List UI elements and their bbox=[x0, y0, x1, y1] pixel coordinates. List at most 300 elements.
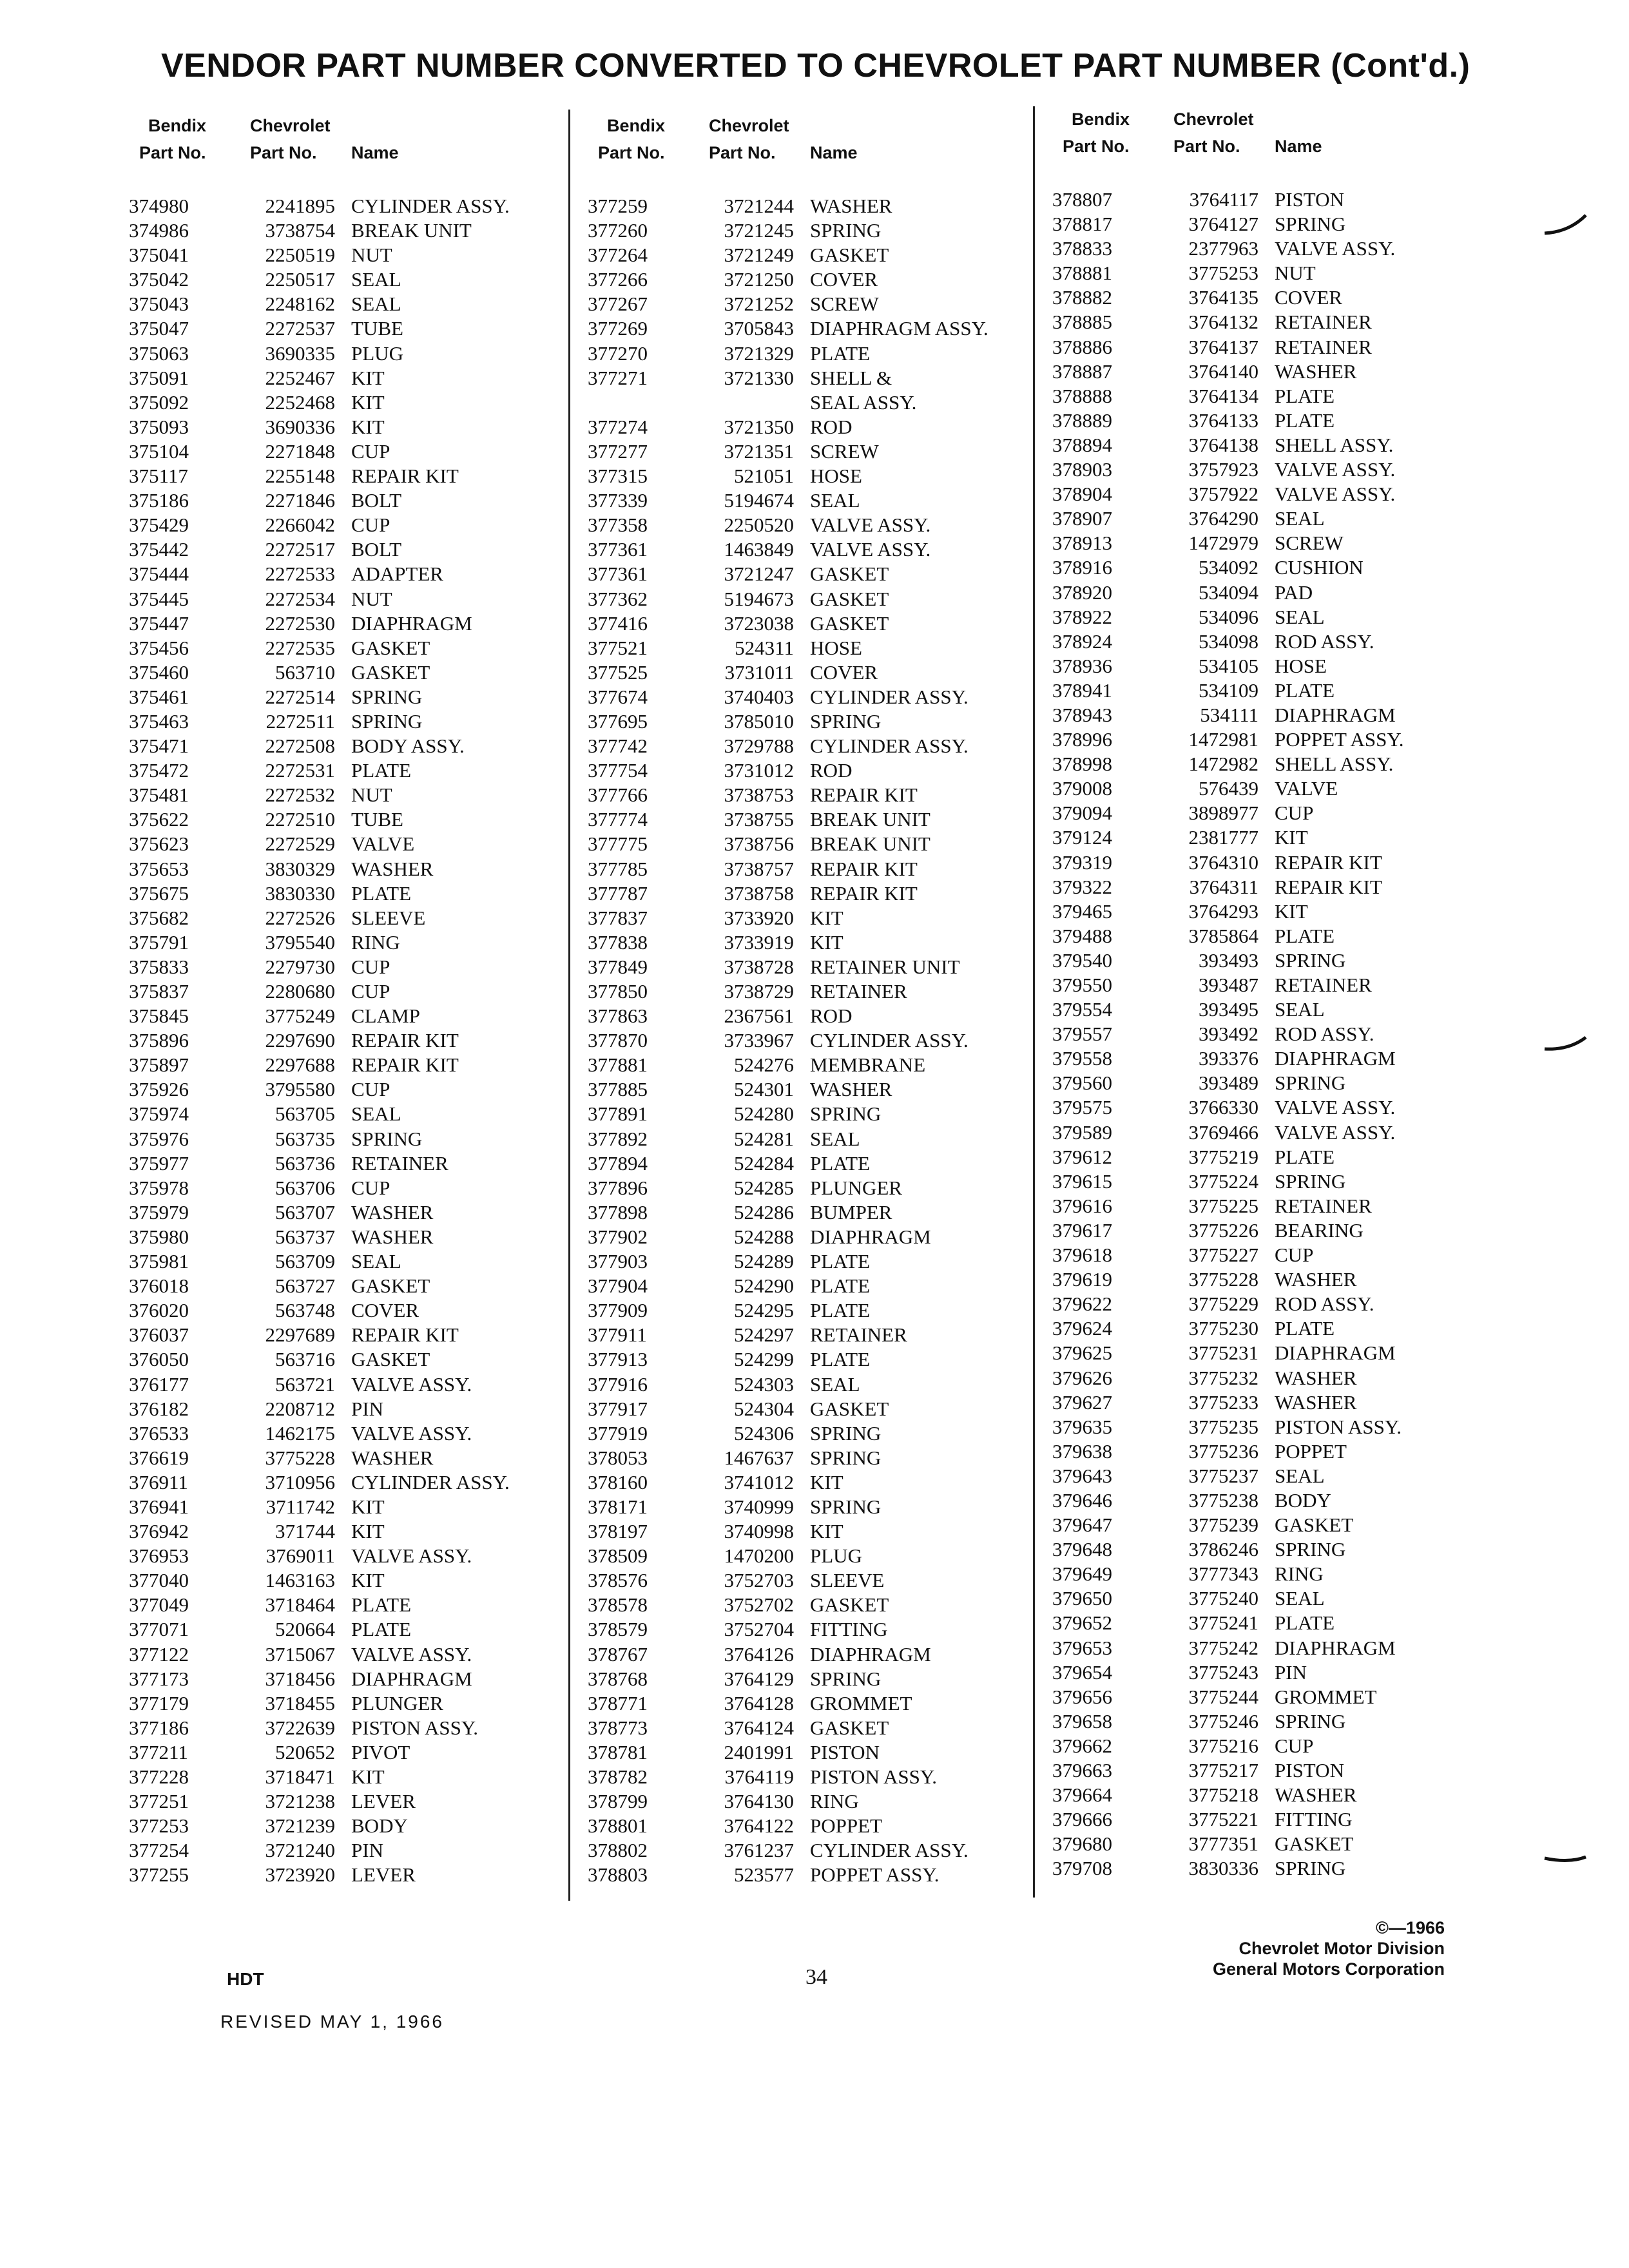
bendix-part-no: 377863 bbox=[588, 1004, 648, 1028]
bendix-part-no: 378936 bbox=[1052, 654, 1112, 677]
part-name: CUP bbox=[351, 980, 390, 1003]
bendix-part-no: 375976 bbox=[129, 1127, 189, 1150]
part-name: SEAL bbox=[1275, 507, 1325, 530]
table-row bbox=[129, 1691, 593, 1715]
chevrolet-part-no: 393376 bbox=[1199, 1047, 1258, 1070]
bendix-part-no: 375117 bbox=[129, 465, 188, 488]
chevrolet-part-no: 3775227 bbox=[1188, 1244, 1258, 1267]
part-name: SCREW bbox=[810, 439, 879, 463]
bendix-part-no: 379615 bbox=[1052, 1169, 1112, 1193]
check-mark-icon bbox=[1543, 213, 1588, 238]
table-row bbox=[1052, 1267, 1516, 1291]
table-row bbox=[1052, 1169, 1516, 1193]
part-name: REPAIR KIT bbox=[351, 1053, 459, 1077]
bendix-part-no: 375104 bbox=[129, 439, 189, 463]
check-mark-icon bbox=[1543, 1031, 1588, 1057]
chevrolet-part-no: 3721247 bbox=[724, 562, 794, 586]
part-name: VALVE ASSY. bbox=[810, 538, 931, 561]
bendix-part-no: 378781 bbox=[588, 1740, 648, 1763]
table-row bbox=[129, 242, 593, 267]
part-name: GASKET bbox=[1275, 1832, 1354, 1856]
table-row bbox=[1052, 211, 1516, 236]
chevrolet-part-no: 3740998 bbox=[724, 1520, 794, 1543]
table-row bbox=[588, 684, 1052, 709]
part-name: CYLINDER ASSY. bbox=[351, 195, 510, 217]
chevrolet-part-no: 3775236 bbox=[1188, 1439, 1258, 1463]
chevrolet-part-no: 2250519 bbox=[265, 244, 335, 267]
chevrolet-part-no: 3764117 bbox=[1189, 188, 1258, 211]
chevrolet-part-no: 3764290 bbox=[1188, 507, 1258, 530]
bendix-part-no: 375463 bbox=[129, 709, 189, 733]
chevrolet-part-no: 534096 bbox=[1199, 605, 1258, 628]
bendix-part-no: 375471 bbox=[129, 735, 189, 758]
table-row bbox=[129, 193, 593, 218]
header-bendix: Bendix bbox=[1072, 110, 1130, 129]
table-row bbox=[129, 316, 593, 340]
bendix-part-no: 377917 bbox=[588, 1397, 648, 1420]
chevrolet-part-no: 3775228 bbox=[1188, 1268, 1258, 1291]
table-row bbox=[129, 1543, 593, 1568]
column-header bbox=[1052, 97, 1516, 174]
table-row bbox=[129, 390, 593, 414]
part-name: KIT bbox=[810, 1470, 843, 1494]
part-name: PIN bbox=[351, 1397, 383, 1420]
chevrolet-part-no: 2381777 bbox=[1188, 826, 1258, 849]
chevrolet-part-no: 3764138 bbox=[1188, 433, 1258, 456]
bendix-part-no: 377269 bbox=[588, 317, 648, 340]
part-name: ROD ASSY. bbox=[1275, 1023, 1374, 1046]
bendix-part-no: 379624 bbox=[1052, 1317, 1112, 1340]
part-name: WASHER bbox=[1275, 1783, 1357, 1807]
chevrolet-part-no: 3718471 bbox=[265, 1765, 335, 1788]
bendix-part-no: 375833 bbox=[129, 955, 189, 978]
bendix-part-no: 375791 bbox=[129, 930, 189, 954]
bendix-part-no: 377358 bbox=[588, 514, 648, 537]
part-name: PLATE bbox=[810, 341, 870, 365]
bendix-part-no: 378799 bbox=[588, 1790, 648, 1813]
part-name: COVER bbox=[810, 660, 878, 684]
part-name: CUP bbox=[351, 1176, 390, 1199]
bendix-part-no: 375047 bbox=[129, 317, 189, 340]
table-row bbox=[1052, 1635, 1516, 1660]
part-name: SEAL bbox=[1275, 605, 1325, 628]
bendix-part-no: 379638 bbox=[1052, 1439, 1112, 1463]
chevrolet-part-no: 3723920 bbox=[265, 1863, 335, 1887]
bendix-part-no: 377903 bbox=[588, 1250, 648, 1273]
chevrolet-part-no: 3830336 bbox=[1188, 1857, 1258, 1880]
chevrolet-part-no: 3830329 bbox=[265, 857, 335, 880]
part-name: GASKET bbox=[810, 587, 889, 610]
chevrolet-part-no: 2272514 bbox=[265, 685, 335, 708]
table-row bbox=[129, 1200, 593, 1224]
table-row bbox=[129, 709, 593, 733]
part-name: DIAPHRAGM bbox=[351, 611, 472, 635]
chevrolet-part-no: 3775228 bbox=[265, 1446, 335, 1469]
chevrolet-part-no: 3775224 bbox=[1188, 1169, 1258, 1193]
table-row bbox=[588, 1421, 1052, 1445]
part-name: BOLT bbox=[351, 489, 402, 512]
chevrolet-part-no: 3766330 bbox=[1188, 1096, 1258, 1119]
bendix-part-no: 379322 bbox=[1052, 875, 1112, 898]
bendix-part-no: 378833 bbox=[1052, 237, 1112, 260]
chevrolet-part-no: 3830330 bbox=[265, 881, 335, 905]
chevrolet-part-no: 3775246 bbox=[1188, 1709, 1258, 1733]
table-row bbox=[588, 1322, 1052, 1347]
table-row bbox=[1052, 457, 1516, 481]
part-name: GASKET bbox=[810, 1593, 889, 1617]
bendix-part-no: 379619 bbox=[1052, 1268, 1112, 1291]
header-chevrolet: Chevrolet bbox=[709, 116, 789, 135]
chevrolet-part-no: 393489 bbox=[1199, 1072, 1258, 1095]
table-row bbox=[129, 733, 593, 758]
chevrolet-part-no: 521051 bbox=[734, 465, 794, 488]
part-name: SPRING bbox=[810, 1421, 882, 1445]
chevrolet-part-no: 3764132 bbox=[1188, 311, 1258, 334]
table-row bbox=[1052, 1291, 1516, 1316]
table-row bbox=[129, 218, 593, 242]
table-row bbox=[1052, 1807, 1516, 1831]
part-name: KIT bbox=[810, 930, 843, 954]
table-row bbox=[588, 1151, 1052, 1175]
table-row bbox=[1052, 1733, 1516, 1758]
part-name: KIT bbox=[351, 415, 385, 438]
header-chevrolet: Chevrolet bbox=[250, 116, 331, 135]
chevrolet-part-no: 524297 bbox=[734, 1323, 794, 1347]
table-row bbox=[129, 905, 593, 930]
bendix-part-no: 377525 bbox=[588, 660, 648, 684]
bendix-part-no: 377894 bbox=[588, 1151, 648, 1175]
part-name: PISTON bbox=[1275, 1759, 1344, 1782]
part-name: PLATE bbox=[810, 1348, 870, 1371]
bendix-part-no: 377274 bbox=[588, 415, 648, 438]
chevrolet-part-no: 524304 bbox=[734, 1397, 794, 1420]
table-row bbox=[588, 267, 1052, 291]
page-number: 34 bbox=[805, 1965, 827, 1989]
part-name: VALVE ASSY. bbox=[351, 1372, 472, 1396]
part-name: KIT bbox=[351, 1569, 385, 1592]
chevrolet-part-no: 534094 bbox=[1199, 581, 1258, 604]
part-name: DIAPHRAGM bbox=[1275, 1047, 1396, 1070]
part-name: RETAINER bbox=[1275, 974, 1372, 996]
part-name: FITTING bbox=[1275, 1808, 1353, 1831]
table-row bbox=[1052, 1021, 1516, 1046]
chevrolet-part-no: 524285 bbox=[734, 1176, 794, 1199]
part-name: VALVE ASSY. bbox=[351, 1544, 472, 1568]
table-row bbox=[588, 1617, 1052, 1641]
table-row bbox=[1052, 1414, 1516, 1439]
table-row bbox=[588, 1052, 1052, 1077]
header-part-no: Part No. bbox=[598, 143, 665, 162]
chevrolet-part-no: 563705 bbox=[275, 1102, 335, 1126]
part-name: PISTON bbox=[1275, 188, 1344, 211]
part-name: SEAL bbox=[351, 293, 401, 316]
bendix-part-no: 376177 bbox=[129, 1372, 189, 1396]
table-row bbox=[1052, 1684, 1516, 1709]
part-name: PLATE bbox=[810, 1299, 870, 1322]
bendix-part-no: 377362 bbox=[588, 587, 648, 610]
table-row bbox=[1052, 285, 1516, 309]
chevrolet-part-no: 3775240 bbox=[1188, 1587, 1258, 1610]
table-row bbox=[588, 1740, 1052, 1764]
table-row bbox=[129, 930, 593, 954]
chevrolet-part-no: 2271846 bbox=[265, 489, 335, 512]
part-name: RETAINER bbox=[810, 980, 907, 1003]
part-name: PLATE bbox=[1275, 678, 1335, 702]
table-row bbox=[129, 341, 593, 365]
bendix-part-no: 379618 bbox=[1052, 1244, 1112, 1267]
chevrolet-part-no: 1472979 bbox=[1188, 532, 1258, 555]
bendix-part-no: 377785 bbox=[588, 857, 648, 880]
bendix-part-no: 378924 bbox=[1052, 629, 1112, 653]
part-name: PLATE bbox=[1275, 384, 1335, 407]
bendix-part-no: 378881 bbox=[1052, 262, 1112, 285]
part-name: REPAIR KIT bbox=[810, 857, 918, 880]
part-name: SLEEVE bbox=[351, 906, 426, 929]
table-row bbox=[588, 1077, 1052, 1101]
table-row bbox=[1052, 236, 1516, 260]
chevrolet-part-no: 3764311 bbox=[1189, 875, 1258, 898]
table-row bbox=[129, 1740, 593, 1764]
bendix-part-no: 374986 bbox=[129, 219, 189, 242]
bendix-part-no: 379557 bbox=[1052, 1023, 1112, 1046]
bendix-part-no: 375622 bbox=[129, 808, 189, 831]
part-name: DIAPHRAGM bbox=[810, 1642, 931, 1666]
part-name: SCREW bbox=[1275, 532, 1344, 555]
table-row bbox=[588, 1372, 1052, 1396]
bendix-part-no: 379635 bbox=[1052, 1415, 1112, 1438]
chevrolet-part-no: 3764133 bbox=[1188, 408, 1258, 432]
table-row bbox=[1052, 580, 1516, 604]
chevrolet-part-no: 576439 bbox=[1199, 777, 1258, 800]
chevrolet-part-no: 3752703 bbox=[724, 1569, 794, 1592]
part-name: VALVE ASSY. bbox=[1275, 1096, 1396, 1119]
part-name: CYLINDER ASSY. bbox=[810, 1839, 969, 1862]
bendix-part-no: 376037 bbox=[129, 1323, 189, 1347]
part-name: PLUNGER bbox=[810, 1176, 902, 1199]
chevrolet-part-no: 2280680 bbox=[265, 980, 335, 1003]
table-row bbox=[588, 635, 1052, 660]
bendix-part-no: 375442 bbox=[129, 538, 189, 561]
part-name: BREAK UNIT bbox=[810, 808, 930, 831]
chevrolet-part-no: 2272511 bbox=[265, 709, 335, 733]
bendix-part-no: 378782 bbox=[588, 1765, 648, 1788]
table-row bbox=[588, 758, 1052, 782]
part-name: RING bbox=[1275, 1562, 1324, 1586]
table-row bbox=[588, 218, 1052, 242]
document-code: HDT bbox=[227, 1969, 264, 1989]
bendix-part-no: 379575 bbox=[1052, 1096, 1112, 1119]
parts-column-1 bbox=[129, 103, 593, 1887]
table-row bbox=[129, 1421, 593, 1445]
chevrolet-part-no: 3757922 bbox=[1188, 483, 1258, 506]
part-name: WASHER bbox=[1275, 360, 1357, 383]
bendix-part-no: 378885 bbox=[1052, 311, 1112, 334]
chevrolet-part-no: 3733967 bbox=[724, 1029, 794, 1052]
part-name: SPRING bbox=[1275, 1857, 1346, 1880]
chevrolet-part-no: 3764130 bbox=[724, 1790, 794, 1813]
table-row bbox=[129, 1642, 593, 1666]
bendix-part-no: 378768 bbox=[588, 1667, 648, 1690]
bendix-part-no: 378996 bbox=[1052, 728, 1112, 751]
bendix-part-no: 375091 bbox=[129, 366, 189, 389]
part-name: PISTON ASSY. bbox=[351, 1716, 479, 1739]
bendix-part-no: 376018 bbox=[129, 1274, 189, 1298]
table-row bbox=[129, 1838, 593, 1862]
bendix-part-no: 375092 bbox=[129, 390, 189, 414]
table-row bbox=[1052, 1463, 1516, 1488]
chevrolet-part-no: 393495 bbox=[1199, 998, 1258, 1021]
table-row bbox=[1052, 1193, 1516, 1218]
part-name: VALVE ASSY. bbox=[351, 1421, 472, 1445]
bendix-part-no: 376020 bbox=[129, 1299, 189, 1322]
table-row bbox=[1052, 899, 1516, 923]
bendix-part-no: 377173 bbox=[129, 1667, 189, 1690]
bendix-part-no: 378922 bbox=[1052, 605, 1112, 628]
chevrolet-part-no: 3690335 bbox=[265, 341, 335, 365]
part-name: WASHER bbox=[351, 857, 434, 880]
part-name: RETAINER bbox=[810, 1323, 907, 1347]
table-row bbox=[588, 439, 1052, 463]
chevrolet-part-no: 2266042 bbox=[265, 514, 335, 537]
chevrolet-part-no: 3764122 bbox=[724, 1814, 794, 1838]
chevrolet-part-no: 3738754 bbox=[265, 219, 335, 242]
table-row bbox=[1052, 948, 1516, 972]
part-name: WASHER bbox=[351, 1225, 434, 1248]
table-row bbox=[129, 1003, 593, 1028]
bendix-part-no: 378998 bbox=[1052, 753, 1112, 776]
bendix-part-no: 379124 bbox=[1052, 826, 1112, 849]
part-name: GASKET bbox=[810, 1716, 889, 1739]
bendix-part-no: 375653 bbox=[129, 857, 189, 880]
bendix-part-no: 377267 bbox=[588, 293, 648, 316]
chevrolet-part-no: 3733919 bbox=[724, 930, 794, 954]
chevrolet-part-no: 2272530 bbox=[265, 611, 335, 635]
table-row bbox=[588, 1470, 1052, 1494]
part-name: HOSE bbox=[810, 636, 862, 659]
chevrolet-part-no: 3785010 bbox=[724, 709, 794, 733]
table-row bbox=[129, 1249, 593, 1273]
part-name: HOSE bbox=[810, 465, 862, 488]
table-row bbox=[1052, 187, 1516, 211]
chevrolet-part-no: 3769466 bbox=[1188, 1120, 1258, 1144]
part-name: COVER bbox=[351, 1299, 419, 1322]
bendix-part-no: 379680 bbox=[1052, 1832, 1112, 1856]
bendix-part-no: 379008 bbox=[1052, 777, 1112, 800]
bendix-part-no: 378802 bbox=[588, 1839, 648, 1862]
chevrolet-part-no: 3740403 bbox=[724, 685, 794, 708]
chevrolet-part-no: 3721329 bbox=[724, 341, 794, 365]
table-row bbox=[1052, 530, 1516, 555]
part-name: PLATE bbox=[351, 1618, 411, 1641]
chevrolet-part-no: 3738729 bbox=[724, 980, 794, 1003]
part-name: SPRING bbox=[810, 1446, 882, 1469]
chevrolet-part-no: 393492 bbox=[1199, 1023, 1258, 1046]
table-row bbox=[129, 1666, 593, 1691]
table-row bbox=[129, 1372, 593, 1396]
part-name: ROD bbox=[810, 1004, 853, 1028]
table-row bbox=[588, 390, 1052, 414]
table-row bbox=[1052, 1586, 1516, 1610]
part-name: SPRING bbox=[810, 1495, 882, 1518]
table-row bbox=[129, 414, 593, 439]
chevrolet-part-no: 2279730 bbox=[265, 955, 335, 978]
header-name: Name bbox=[351, 143, 399, 162]
chevrolet-part-no: 3738755 bbox=[724, 808, 794, 831]
part-name: PLATE bbox=[1275, 924, 1335, 947]
table-row bbox=[1052, 309, 1516, 334]
chevrolet-part-no: 3764140 bbox=[1188, 360, 1258, 383]
chevrolet-part-no: 3690336 bbox=[265, 415, 335, 438]
bendix-part-no: 377766 bbox=[588, 783, 648, 807]
bendix-part-no: 377885 bbox=[588, 1078, 648, 1101]
table-row bbox=[1052, 1537, 1516, 1561]
table-row bbox=[129, 1519, 593, 1543]
bendix-part-no: 379646 bbox=[1052, 1488, 1112, 1512]
table-row bbox=[1052, 1095, 1516, 1119]
chevrolet-part-no: 2252468 bbox=[265, 390, 335, 414]
table-row bbox=[1052, 727, 1516, 751]
bendix-part-no: 377674 bbox=[588, 685, 648, 708]
chevrolet-part-no: 2272537 bbox=[265, 317, 335, 340]
table-row bbox=[588, 512, 1052, 537]
bendix-part-no: 374980 bbox=[129, 195, 189, 217]
bendix-part-no: 377902 bbox=[588, 1225, 648, 1248]
part-name: GASKET bbox=[810, 562, 889, 586]
column-header bbox=[129, 103, 593, 180]
bendix-part-no: 378509 bbox=[588, 1544, 648, 1568]
part-name: SEAL bbox=[351, 1250, 401, 1273]
chevrolet-part-no: 563710 bbox=[275, 660, 335, 684]
part-name: CYLINDER ASSY. bbox=[810, 735, 969, 758]
table-row bbox=[129, 1789, 593, 1813]
chevrolet-part-no: 3764310 bbox=[1188, 850, 1258, 874]
chevrolet-part-no: 524301 bbox=[734, 1078, 794, 1101]
part-name: CUP bbox=[1275, 802, 1314, 825]
part-name: KIT bbox=[351, 390, 385, 414]
part-name: PLATE bbox=[1275, 1145, 1335, 1168]
bendix-part-no: 377913 bbox=[588, 1348, 648, 1371]
chevrolet-part-no: 3775239 bbox=[1188, 1514, 1258, 1537]
table-row bbox=[588, 316, 1052, 340]
table-row bbox=[129, 1028, 593, 1052]
chevrolet-part-no: 563727 bbox=[275, 1274, 335, 1298]
chevrolet-part-no: 1470200 bbox=[724, 1544, 794, 1568]
chevrolet-part-no: 3764128 bbox=[724, 1691, 794, 1715]
table-row bbox=[129, 1592, 593, 1617]
chevrolet-part-no: 3752704 bbox=[724, 1618, 794, 1641]
part-name: DIAPHRAGM bbox=[1275, 1636, 1396, 1659]
chevrolet-part-no: 3721238 bbox=[265, 1790, 335, 1813]
bendix-part-no: 377898 bbox=[588, 1200, 648, 1224]
chevrolet-part-no: 3711742 bbox=[265, 1495, 335, 1518]
chevrolet-part-no: 393493 bbox=[1199, 948, 1258, 972]
table-row bbox=[588, 1715, 1052, 1740]
bendix-part-no: 379616 bbox=[1052, 1194, 1112, 1217]
bendix-part-no: 377881 bbox=[588, 1053, 648, 1077]
bendix-part-no: 375460 bbox=[129, 660, 189, 684]
bendix-part-no: 377695 bbox=[588, 709, 648, 733]
chevrolet-part-no: 524290 bbox=[734, 1274, 794, 1298]
part-name: GASKET bbox=[1275, 1514, 1354, 1537]
table-row bbox=[1052, 1316, 1516, 1340]
part-name: WASHER bbox=[1275, 1268, 1357, 1291]
part-name: SPRING bbox=[351, 1127, 423, 1150]
table-row bbox=[1052, 751, 1516, 776]
part-name: DIAPHRAGM bbox=[1275, 1341, 1396, 1365]
header-bendix: Bendix bbox=[607, 116, 666, 135]
chevrolet-part-no: 3775238 bbox=[1188, 1488, 1258, 1512]
table-row bbox=[129, 758, 593, 782]
